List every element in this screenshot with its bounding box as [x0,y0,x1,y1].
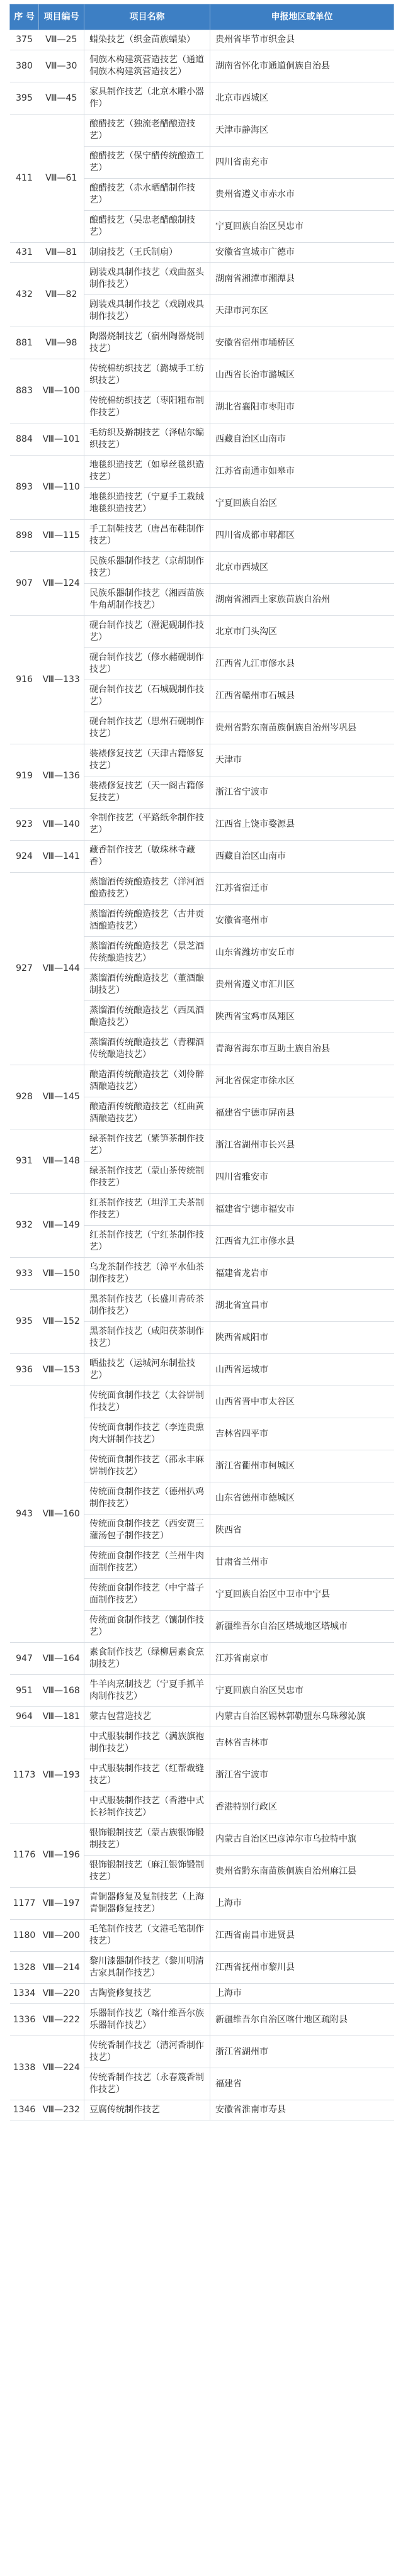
project-code-cell: Ⅷ—220 [39,1984,84,2004]
project-name-cell: 侗族木构建筑营造技艺（通道侗族木构建筑营造技艺） [84,50,210,82]
serial-number-cell: 411 [10,115,39,243]
region-cell: 新疆维吾尔自治区塔城地区塔城市 [210,1611,394,1643]
region-cell: 新疆维吾尔自治区喀什地区疏附县 [210,2004,394,2036]
serial-number-cell: 883 [10,359,39,423]
project-name-cell: 民族乐器制作技艺（京胡制作技艺） [84,552,210,584]
table-row [10,1920,394,1952]
project-code-cell: Ⅷ—82 [39,263,84,327]
region-cell: 上海市 [210,1888,394,1920]
serial-number-cell: 898 [10,520,39,552]
project-name-cell: 传统面食制作技艺（德州扒鸡制作技艺） [84,1482,210,1515]
region-cell: 湖北省襄阳市枣阳市 [210,391,394,423]
project-name-cell: 手工制鞋技艺（唐昌布鞋制作技艺） [84,520,210,552]
region-cell: 四川省雅安市 [210,1162,394,1194]
region-cell: 安徽省淮南市寿县 [210,2100,394,2120]
table-row [10,1129,394,1162]
serial-number-cell: 395 [10,82,39,115]
table-row [10,1984,394,2004]
project-code-cell: Ⅷ—150 [39,1258,84,1290]
project-name-cell: 豆腐传统制作技艺 [84,2100,210,2120]
project-name-cell: 传统棉纺织技艺（潞城手工纺织技艺） [84,359,210,391]
serial-number-cell: 1177 [10,1888,39,1920]
serial-number-cell: 919 [10,744,39,809]
region-cell: 宁夏回族自治区 [210,488,394,520]
region-cell: 山西省晋中市太谷区 [210,1386,394,1418]
table-row [10,744,394,776]
region-cell: 青海省海东市互助土族自治县 [210,1033,394,1065]
region-cell: 江西省九江市修水县 [210,648,394,680]
region-cell: 宁夏回族自治区吴忠市 [210,211,394,243]
project-name-cell: 酿醋技艺（吴忠老醋酿制技艺） [84,211,210,243]
serial-number-cell: 936 [10,1354,39,1386]
table-row [10,327,394,359]
table-row [10,873,394,905]
region-cell: 河北省保定市徐水区 [210,1065,394,1097]
project-code-cell: Ⅷ—61 [39,115,84,243]
region-cell: 江西省上饶市婺源县 [210,809,394,841]
project-code-cell: Ⅷ—124 [39,552,84,616]
project-name-cell: 传统面食制作技艺（兰州牛肉面制作技艺） [84,1547,210,1579]
project-name-cell: 蒸馏酒传统酿造技艺（洋河酒酿造技艺） [84,873,210,905]
project-name-cell: 银饰锻制技艺（麻江银饰锻制技艺） [84,1856,210,1888]
project-name-cell: 剧装戏具制作技艺（戏剧戏具制作技艺） [84,295,210,327]
serial-number-cell: 924 [10,841,39,873]
table-row [10,1354,394,1386]
region-cell: 宁夏回族自治区吴忠市 [210,1675,394,1707]
region-cell: 福建省宁德市福安市 [210,1194,394,1226]
project-code-cell: Ⅷ—196 [39,1823,84,1888]
serial-number-cell: 1338 [10,2036,39,2100]
serial-number-cell: 933 [10,1258,39,1290]
project-name-cell: 酿醋技艺（独流老醋酿造技艺） [84,115,210,147]
region-cell: 浙江省宁波市 [210,776,394,809]
project-name-cell: 装裱修复技艺（天津古籍修复技艺） [84,744,210,776]
region-cell: 浙江省湖州市 [210,2036,394,2068]
serial-number-cell: 380 [10,50,39,82]
project-code-cell: Ⅷ—30 [39,50,84,82]
region-cell: 山东省潍坊市安丘市 [210,937,394,969]
serial-number-cell: 907 [10,552,39,616]
project-name-cell: 酿造酒传统酿造技艺（刘伶醉酒酿造技艺） [84,1065,210,1097]
project-name-cell: 酿醋技艺（保宁醋传统酿造工艺） [84,147,210,179]
region-cell: 贵州省毕节市织金县 [210,30,394,50]
serial-number-cell: 943 [10,1386,39,1643]
serial-number-cell: 935 [10,1290,39,1354]
serial-number-cell: 1346 [10,2100,39,2120]
project-name-cell: 传统面食制作技艺（西安贾三灌汤包子制作技艺） [84,1515,210,1547]
serial-number-cell: 1173 [10,1727,39,1823]
project-code-cell: Ⅷ—193 [39,1727,84,1823]
region-cell: 贵州省遵义市汇川区 [210,969,394,1001]
project-name-cell: 藏香制作技艺（敏珠林寺藏香） [84,841,210,873]
project-name-cell: 蒸馏酒传统酿造技艺（董酒酿制技艺） [84,969,210,1001]
region-cell: 吉林省四平市 [210,1418,394,1450]
project-name-cell: 绿茶制作技艺（蒙山茶传统制作技艺） [84,1162,210,1194]
project-name-cell: 绿茶制作技艺（紫笋茶制作技艺） [84,1129,210,1162]
region-cell: 山西省长治市潞城区 [210,359,394,391]
project-name-cell: 砚台制作技艺（思州石砚制作技艺） [84,712,210,744]
project-name-cell: 乌龙茶制作技艺（漳平水仙茶制作技艺） [84,1258,210,1290]
project-name-cell: 砚台制作技艺（石城砚制作技艺） [84,680,210,712]
table-row [10,1823,394,1856]
region-cell: 贵州省黔东南苗族侗族自治州麻江县 [210,1856,394,1888]
project-code-cell: Ⅷ—81 [39,243,84,263]
region-cell: 天津市 [210,744,394,776]
project-name-cell: 制扇技艺（王氏制扇） [84,243,210,263]
region-cell: 内蒙古自治区锡林郭勒盟东乌珠穆沁旗 [210,1707,394,1727]
region-cell: 江西省抚州市黎川县 [210,1952,394,1984]
table-row [10,2036,394,2068]
project-code-cell: Ⅷ—200 [39,1920,84,1952]
project-name-cell: 晒盐技艺（运城河东制盐技艺） [84,1354,210,1386]
project-code-cell: Ⅷ—110 [39,456,84,520]
project-code-cell: Ⅷ—232 [39,2100,84,2120]
region-cell: 江西省南昌市进贤县 [210,1920,394,1952]
project-name-cell: 牛羊肉烹制技艺（宁夏手抓羊肉制作技艺） [84,1675,210,1707]
region-cell: 江西省九江市修水县 [210,1226,394,1258]
serial-number-cell: 375 [10,30,39,50]
project-name-cell: 中式服装制作技艺（满族旗袍制作技艺） [84,1727,210,1759]
serial-number-cell: 431 [10,243,39,263]
table-body [10,30,394,2120]
project-code-cell: Ⅷ—224 [39,2036,84,2100]
project-code-cell: Ⅷ—214 [39,1952,84,1984]
project-code-cell: Ⅷ—25 [39,30,84,50]
serial-number-cell: 1180 [10,1920,39,1952]
region-cell: 宁夏回族自治区中卫市中宁县 [210,1579,394,1611]
project-code-cell: Ⅷ—144 [39,873,84,1065]
project-name-cell: 中式服装制作技艺（香港中式长衫制作技艺） [84,1791,210,1823]
table-row [10,82,394,115]
table-row [10,115,394,147]
table-row [10,30,394,50]
serial-number-cell: 931 [10,1129,39,1194]
table-row [10,2004,394,2036]
region-cell: 西藏自治区山南市 [210,841,394,873]
table-row [10,1888,394,1920]
project-name-cell: 蒸馏酒传统酿造技艺（西凤酒酿造技艺） [84,1001,210,1033]
project-code-cell: Ⅷ—141 [39,841,84,873]
project-code-cell: Ⅷ—222 [39,2004,84,2036]
header-project-name: 项目名称 [84,4,210,30]
region-cell: 湖北省宜昌市 [210,1290,394,1322]
project-name-cell: 传统香制作技艺（永春篾香制作技艺） [84,2068,210,2100]
region-cell: 四川省南充市 [210,147,394,179]
project-name-cell: 毛笔制作技艺（文港毛笔制作技艺） [84,1920,210,1952]
project-name-cell: 中式服装制作技艺（红帮裁缝技艺） [84,1759,210,1791]
project-code-cell: Ⅷ—168 [39,1675,84,1707]
region-cell: 陕西省咸阳市 [210,1322,394,1354]
table-row [10,2100,394,2120]
region-cell: 江西省赣州市石城县 [210,680,394,712]
project-name-cell: 陶器烧制技艺（宿州陶器烧制技艺） [84,327,210,359]
serial-number-cell: 932 [10,1194,39,1258]
serial-number-cell: 1336 [10,2004,39,2036]
region-cell: 北京市西城区 [210,82,394,115]
table-row [10,1290,394,1322]
project-name-cell: 传统面食制作技艺（馕制作技艺） [84,1611,210,1643]
project-name-cell: 剧装戏具制作技艺（戏曲盔头制作技艺） [84,263,210,295]
region-cell: 福建省宁德市屏南县 [210,1097,394,1129]
project-code-cell: Ⅷ—164 [39,1643,84,1675]
serial-number-cell: 432 [10,263,39,327]
region-cell: 西藏自治区山南市 [210,423,394,456]
table-row [10,1386,394,1418]
project-name-cell: 蒸馏酒传统酿造技艺（古井贡酒酿造技艺） [84,905,210,937]
table-row [10,1065,394,1097]
table-row [10,50,394,82]
project-name-cell: 传统面食制作技艺（太谷饼制作技艺） [84,1386,210,1418]
table-row [10,552,394,584]
region-cell: 北京市西城区 [210,552,394,584]
table-row [10,1707,394,1727]
project-code-cell: Ⅷ—149 [39,1194,84,1258]
region-cell: 甘肃省兰州市 [210,1547,394,1579]
region-cell: 贵州省黔东南苗族侗族自治州岑巩县 [210,712,394,744]
project-code-cell: Ⅷ—136 [39,744,84,809]
table-row [10,456,394,488]
region-cell: 安徽省亳州市 [210,905,394,937]
table-row [10,841,394,873]
region-cell: 山西省运城市 [210,1354,394,1386]
header-region: 申报地区或单位 [210,4,394,30]
project-code-cell: Ⅷ—45 [39,82,84,115]
project-code-cell: Ⅷ—152 [39,1290,84,1354]
region-cell: 陕西省宝鸡市凤翔区 [210,1001,394,1033]
serial-number-cell: 1334 [10,1984,39,2004]
region-cell: 山东省德州市德城区 [210,1482,394,1515]
serial-number-cell: 951 [10,1675,39,1707]
project-code-cell: Ⅷ—160 [39,1386,84,1643]
project-name-cell: 家具制作技艺（北京木雕小器作） [84,82,210,115]
region-cell: 上海市 [210,1984,394,2004]
serial-number-cell: 884 [10,423,39,456]
project-name-cell: 地毯织造技艺（如皋丝毯织造技艺） [84,456,210,488]
project-name-cell: 黑茶制作技艺（咸阳茯茶制作技艺） [84,1322,210,1354]
project-name-cell: 蒙古包营造技艺 [84,1707,210,1727]
table-row [10,263,394,295]
serial-number-cell: 964 [10,1707,39,1727]
project-code-cell: Ⅷ—181 [39,1707,84,1727]
serial-number-cell: 928 [10,1065,39,1129]
table-row [10,423,394,456]
project-name-cell: 毛纺织及擀制技艺（泽帖尔编织技艺） [84,423,210,456]
project-name-cell: 砚台制作技艺（澄泥砚制作技艺） [84,616,210,648]
project-name-cell: 砚台制作技艺（修水赭砚制作技艺） [84,648,210,680]
region-cell: 江苏省南京市 [210,1643,394,1675]
table-row [10,1194,394,1226]
region-cell: 陕西省 [210,1515,394,1547]
heritage-project-table [9,4,394,2120]
header-row [10,4,394,30]
region-cell: 天津市河东区 [210,295,394,327]
table-row [10,1258,394,1290]
table-row [10,520,394,552]
table-row [10,616,394,648]
project-name-cell: 乐器制作技艺（喀什维吾尔族乐器制作技艺） [84,2004,210,2036]
region-cell: 浙江省湖州市长兴县 [210,1129,394,1162]
project-name-cell: 黑茶制作技艺（长盛川青砖茶制作技艺） [84,1290,210,1322]
project-name-cell: 民族乐器制作技艺（湘西苗族牛角胡制作技艺） [84,584,210,616]
region-cell: 吉林省吉林市 [210,1727,394,1759]
project-name-cell: 传统面食制作技艺（邵永丰麻饼制作技艺） [84,1450,210,1482]
serial-number-cell: 916 [10,616,39,744]
region-cell: 安徽省宣城市广德市 [210,243,394,263]
region-cell: 北京市门头沟区 [210,616,394,648]
project-code-cell: Ⅷ—133 [39,616,84,744]
project-name-cell: 传统香制作技艺（清河香制作技艺） [84,2036,210,2068]
region-cell: 湖南省湘潭市湘潭县 [210,263,394,295]
region-cell: 湖南省湘西土家族苗族自治州 [210,584,394,616]
project-name-cell: 伞制作技艺（平路纸伞制作技艺） [84,809,210,841]
region-cell: 福建省龙岩市 [210,1258,394,1290]
table-row [10,359,394,391]
serial-number-cell: 881 [10,327,39,359]
header-project-code: 项目编号 [39,4,84,30]
project-name-cell: 红茶制作技艺（坦洋工夫茶制作技艺） [84,1194,210,1226]
region-cell: 安徽省宿州市埇桥区 [210,327,394,359]
project-code-cell: Ⅷ—115 [39,520,84,552]
region-cell: 内蒙古自治区巴彦淖尔市乌拉特中旗 [210,1823,394,1856]
table-row [10,1727,394,1759]
table-row [10,1643,394,1675]
region-cell: 四川省成都市郫都区 [210,520,394,552]
project-name-cell: 酿醋技艺（赤水晒醋制作技艺） [84,179,210,211]
project-name-cell: 传统面食制作技艺（中宁蒿子面制作技艺） [84,1579,210,1611]
region-cell: 浙江省衢州市柯城区 [210,1450,394,1482]
project-code-cell: Ⅷ—100 [39,359,84,423]
project-name-cell: 黎川漆器制作技艺（黎川明清古家具制作技艺） [84,1952,210,1984]
serial-number-cell: 1176 [10,1823,39,1888]
project-name-cell: 装裱修复技艺（天一阁古籍修复技艺） [84,776,210,809]
project-name-cell: 银饰锻制技艺（蒙古族银饰锻制技艺） [84,1823,210,1856]
region-cell: 福建省 [210,2068,394,2100]
project-code-cell: Ⅷ—101 [39,423,84,456]
project-name-cell: 红茶制作技艺（宁红茶制作技艺） [84,1226,210,1258]
table-row [10,243,394,263]
project-name-cell: 蒸馏酒传统酿造技艺（景芝酒传统酿造技艺） [84,937,210,969]
table-row [10,809,394,841]
region-cell: 江苏省宿迁市 [210,873,394,905]
project-code-cell: Ⅷ—148 [39,1129,84,1194]
header-serial-no: 序 号 [10,4,39,30]
project-name-cell: 地毯织造技艺（宁夏手工栽绒地毯织造技艺） [84,488,210,520]
region-cell: 湖南省怀化市通道侗族自治县 [210,50,394,82]
region-cell: 浙江省宁波市 [210,1759,394,1791]
region-cell: 贵州省遵义市赤水市 [210,179,394,211]
table-row [10,1675,394,1707]
region-cell: 天津市静海区 [210,115,394,147]
project-name-cell: 素食制作技艺（绿柳居素食烹制技艺） [84,1643,210,1675]
project-name-cell: 传统棉纺织技艺（枣阳粗布制作技艺） [84,391,210,423]
serial-number-cell: 923 [10,809,39,841]
region-cell: 江苏省南通市如皋市 [210,456,394,488]
project-code-cell: Ⅷ—197 [39,1888,84,1920]
project-name-cell: 蜡染技艺（织金苗族蜡染） [84,30,210,50]
project-code-cell: Ⅷ—145 [39,1065,84,1129]
project-name-cell: 古陶瓷修复技艺 [84,1984,210,2004]
project-code-cell: Ⅷ—140 [39,809,84,841]
serial-number-cell: 947 [10,1643,39,1675]
project-code-cell: Ⅷ—153 [39,1354,84,1386]
serial-number-cell: 1328 [10,1952,39,1984]
table-header [10,4,394,30]
project-name-cell: 青铜器修复及复制技艺（上海青铜器修复技艺） [84,1888,210,1920]
table-row [10,1952,394,1984]
region-cell: 香港特别行政区 [210,1791,394,1823]
serial-number-cell: 893 [10,456,39,520]
project-name-cell: 传统面食制作技艺（李连贵熏肉大饼制作技艺） [84,1418,210,1450]
project-name-cell: 蒸馏酒传统酿造技艺（青稞酒传统酿造技艺） [84,1033,210,1065]
serial-number-cell: 927 [10,873,39,1065]
project-code-cell: Ⅷ—98 [39,327,84,359]
project-name-cell: 酿造酒传统酿造技艺（红曲黄酒酿造技艺） [84,1097,210,1129]
